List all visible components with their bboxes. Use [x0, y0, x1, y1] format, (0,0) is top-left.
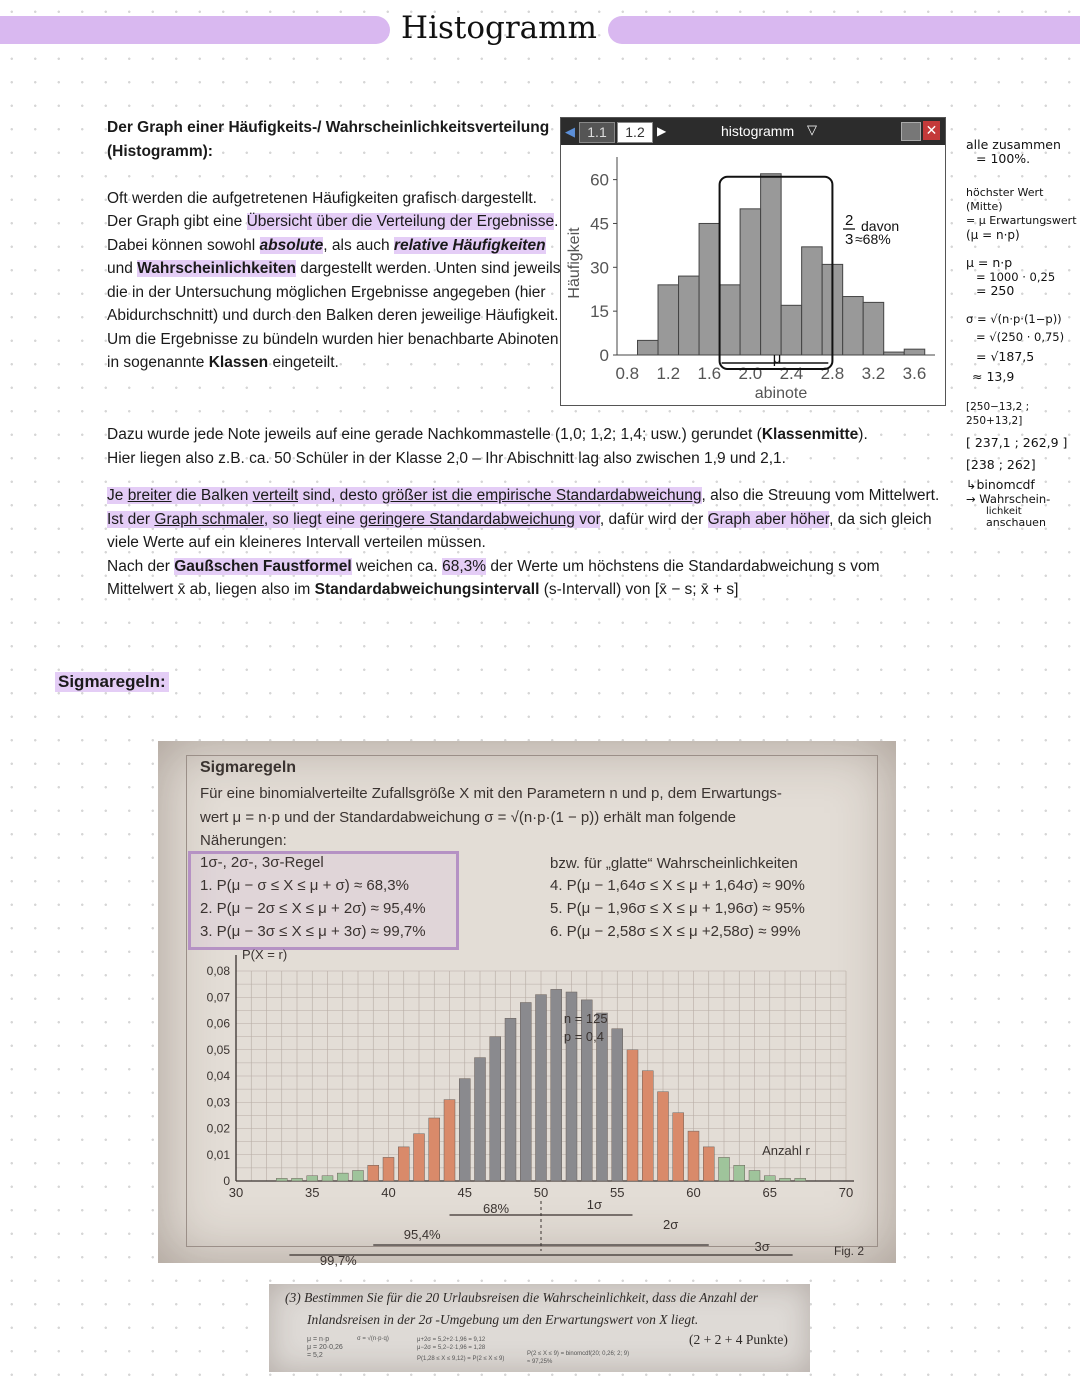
note-line: = √187,5 — [976, 349, 1035, 364]
battery-icon — [901, 122, 921, 141]
binomial-bar — [673, 1113, 684, 1181]
text-span: ). — [858, 426, 868, 443]
photo-line: wert μ = n·p und der Standardabweichung σ = √(n·p·(1 − p)) erhält man folgende — [200, 809, 737, 826]
tab-1-1[interactable]: 1.1 — [579, 122, 615, 143]
note-line: μ = n·p — [966, 255, 1013, 270]
task-handwriting-3 — [527, 1350, 629, 1366]
binomial-bar — [292, 1178, 303, 1181]
page-title: Histogramm — [401, 10, 597, 46]
text-span: eingeteilt. — [268, 354, 339, 371]
binomial-bar — [337, 1173, 348, 1181]
histogram-bar — [904, 349, 925, 355]
handwritten-notes — [966, 138, 1080, 528]
close-icon[interactable]: ✕ — [923, 121, 940, 140]
x-tick-label: 2.8 — [820, 364, 845, 383]
text-span: Oft werden die aufgetretenen Häufigkeiten grafisch dargestellt. Der Graph gibt eine — [107, 189, 537, 230]
x-axis-label: Anzahl r — [762, 1143, 810, 1158]
bold-span: Standardabweichungsintervall — [314, 581, 540, 598]
y-tick-label: 60 — [590, 170, 609, 190]
photo-rule: 1. P(μ − σ ≤ X ≤ μ + σ) ≈ 68,3% — [200, 877, 409, 894]
highlight-span: 68,3% — [442, 557, 487, 575]
binomial-bar — [734, 1165, 745, 1181]
text-span: dargestellt werden. Unten sind jeweils die in der Untersuchung möglichen Ergebnisse angegeben (hier Abidurchschnitt) und durch den Balken deren jeweilige Häufigkeit. — [107, 260, 561, 324]
text-span: (s-Intervall) von [x̄ − s; x̄ + s] — [539, 581, 739, 598]
text-span: die Balken — [171, 487, 253, 504]
annotation-text: davon — [861, 218, 900, 234]
bold-span: Klassen — [208, 354, 269, 371]
klassen-line-2: Hier liegen also z.B. ca. 50 Schüler in der Klasse 2,0 – Ihr Abischnitt lag also zwischen 1,9 und 2,1. — [107, 449, 786, 467]
text-span: Je — [107, 487, 128, 504]
y-tick-label: 0,06 — [206, 1016, 230, 1031]
x-tick-label: 30 — [228, 1185, 244, 1200]
param-label: n = 125 — [563, 1011, 608, 1026]
underline-span: Graph schmaler — [154, 510, 264, 528]
hw-line: μ+2σ = 5,2+2·1,96 = 9,12 — [417, 1337, 486, 1343]
histogram-bar — [740, 209, 761, 355]
photo-rule: 3. P(μ − 3σ ≤ X ≤ μ + 3σ) ≈ 99,7% — [200, 923, 426, 940]
y-tick-label: 0,01 — [206, 1147, 230, 1162]
note-line: = 250 — [976, 283, 1015, 298]
x-tick-label: 35 — [305, 1185, 320, 1200]
streuung-paragraph-1 — [107, 484, 947, 508]
highlight-span: Übersicht über die Verteilung der Ergebnisse — [246, 213, 555, 230]
header-bar-left — [0, 16, 390, 44]
histogram-chart — [561, 145, 945, 405]
binomial-bar — [764, 1176, 775, 1181]
histogram-bar — [679, 276, 700, 355]
x-tick-label: 55 — [610, 1185, 625, 1200]
x-tick-label: 0.8 — [615, 364, 640, 383]
binomial-bar — [749, 1171, 760, 1182]
y-tick-label: 0 — [223, 1174, 230, 1188]
streuung-paragraph-3 — [107, 555, 947, 602]
binomial-bar — [505, 1018, 516, 1181]
hw-line: σ = √(n·p·q) — [357, 1336, 389, 1342]
text-span: . Dabei können sowohl — [107, 213, 559, 254]
figure-label: Fig. 2 — [834, 1244, 865, 1258]
interval-label: 99,7% — [319, 1253, 357, 1268]
binomial-bar — [703, 1147, 714, 1181]
x-tick-label: 3.6 — [902, 364, 927, 383]
binomial-bar — [353, 1171, 364, 1182]
histogram-bar — [884, 352, 905, 355]
binomial-bar — [551, 989, 562, 1181]
note-line: → Wahrschein- — [966, 492, 1051, 506]
streuung-section — [107, 484, 947, 602]
x-tick-label: 45 — [457, 1185, 472, 1200]
klassen-line-1 — [107, 423, 947, 447]
note-line: [250−13,2 ; 250+13,2] — [966, 401, 1030, 427]
calculator-screenshot — [560, 117, 946, 406]
photo-line: Näherungen: — [200, 832, 287, 849]
task-photo — [269, 1284, 810, 1372]
binomial-bar — [383, 1157, 394, 1181]
y-tick-label: 0,04 — [206, 1069, 230, 1083]
photo-rule: 6. P(μ − 2,58σ ≤ X ≤ μ +2,58σ) ≈ 99% — [550, 923, 801, 940]
binomial-bar — [459, 1079, 470, 1181]
y-tick-label: 0 — [599, 346, 609, 365]
hw-line: P(2 ≤ X ≤ 9) = binomcdf(20; 0,26; 2; 9) — [527, 1351, 630, 1357]
annotation-fraction-den: 3 — [845, 231, 854, 248]
hw-line: P(1,28 ≤ X ≤ 9,12) = P(2 ≤ X ≤ 9) — [417, 1356, 505, 1362]
x-tick-label: 1.6 — [697, 364, 722, 383]
binomial-bar — [795, 1178, 806, 1181]
intro-paragraph-1 — [107, 187, 562, 328]
x-tick-label: 2.0 — [738, 364, 763, 383]
binomial-bar — [612, 1029, 623, 1181]
binomial-bar — [322, 1176, 333, 1181]
interval-label: 1σ — [586, 1197, 603, 1212]
task-handwriting — [307, 1336, 343, 1360]
x-tick-label: 65 — [762, 1185, 777, 1200]
note-line: (μ = n·p) — [966, 228, 1020, 242]
hw-line: μ = n·p — [307, 1336, 330, 1343]
underline-span: breiter — [127, 487, 172, 504]
interval-label: 2σ — [663, 1217, 679, 1232]
histogram-bar — [638, 340, 659, 355]
y-tick-label: 30 — [590, 258, 609, 278]
bold-span: Klassenmitte — [761, 426, 859, 443]
y-tick-label: 0,03 — [206, 1095, 230, 1110]
underline-span: größer ist die empirische Standardabweichung — [381, 487, 702, 504]
x-tick-label: 50 — [533, 1185, 549, 1200]
text-span: Dazu wurde jede Note jeweils auf eine gerade Nachkommastelle (1,0; 1,2; 1,4; usw.) gerundet ( — [107, 426, 762, 443]
binomial-bar — [490, 1037, 501, 1181]
photo-box-title: 1σ-, 2σ-, 3σ-Regel — [200, 854, 324, 871]
note-line: [ 237,1 ; 262,9 ] — [966, 435, 1068, 450]
binomial-bar — [658, 1092, 669, 1181]
photo-rule: 5. P(μ − 1,96σ ≤ X ≤ μ + 1,96σ) ≈ 95% — [550, 900, 805, 917]
histogram-bar — [720, 285, 741, 355]
intro-paragraph-2 — [107, 328, 562, 375]
binomial-bar — [429, 1118, 440, 1181]
binomial-bar — [475, 1058, 486, 1181]
x-tick-label: 3.2 — [861, 364, 886, 383]
y-axis-label: Häufigkeit — [566, 227, 583, 299]
note-line: ↳binomcdf — [966, 477, 1035, 492]
photo-line: Für eine binomialverteilte Zufallsgröße X mit den Parametern n und p, dem Erwartungs- — [200, 785, 782, 802]
text-span: Ist der — [107, 510, 155, 528]
text-span: , also die Streuung vom Mittelwert. — [701, 487, 940, 504]
y-tick-label: 0,05 — [206, 1042, 230, 1057]
binomial-chart — [158, 941, 896, 1268]
highlight-span: Gaußschen Faustformel — [174, 557, 352, 575]
hw-line: μ = 20·0,26 — [307, 1344, 343, 1351]
highlight-span: absolute — [259, 236, 324, 254]
text-span: und — [107, 260, 138, 277]
note-line: ≈ 13,9 — [972, 369, 1015, 384]
tab-prev-arrow-icon[interactable]: ◀ — [565, 124, 575, 139]
y-tick-label: 45 — [590, 214, 609, 234]
histogram-bar — [802, 247, 823, 355]
annotation-text: ≈68% — [855, 231, 891, 247]
text-span: , dafür wird der — [599, 510, 708, 528]
highlight-span: relative Häufigkeiten — [393, 236, 546, 254]
interval-label: 68% — [483, 1201, 510, 1216]
photo-rule: 4. P(μ − 1,64σ ≤ X ≤ μ + 1,64σ) ≈ 90% — [550, 877, 805, 894]
task-handwriting-2 — [417, 1336, 485, 1352]
text-span: , da sich gleich viele Werte auf ein kleineres Intervall verteilen müssen. — [107, 510, 932, 551]
histogram-bar — [781, 305, 802, 355]
text-span: sind, desto — [298, 487, 382, 504]
y-tick-label: 15 — [590, 302, 609, 322]
intro-section — [107, 116, 562, 375]
binomial-bar — [276, 1178, 287, 1181]
note-line: [238 ; 262] — [966, 457, 1036, 472]
x-axis-label: abinote — [754, 385, 808, 402]
note-line: = 100%. — [976, 151, 1031, 166]
note-line: = √(250 · 0,75) — [976, 330, 1065, 344]
binomial-bar — [581, 1000, 592, 1181]
binomial-bar — [414, 1134, 425, 1181]
x-tick-label: 60 — [686, 1185, 701, 1200]
binomial-bar — [688, 1131, 699, 1181]
binomial-bar — [520, 1003, 531, 1182]
note-line: = 1000 · 0,25 — [976, 270, 1056, 284]
note-line: σ = √(n·p·(1−p)) — [966, 312, 1062, 326]
x-tick-label: 2.4 — [779, 364, 804, 383]
histogram-bar — [761, 174, 782, 355]
histogram-bar — [658, 285, 679, 355]
document-title: histogramm — [721, 123, 795, 139]
x-tick-label: 1.2 — [656, 364, 681, 383]
task-line: (3) Bestimmen Sie für die 20 Urlaubsreisen die Wahrscheinlichkeit, dass die Anzahl der — [285, 1290, 759, 1305]
interval-label: 95,4% — [403, 1227, 441, 1242]
photo-right-title: bzw. für „glatte“ Wahrscheinlichkeiten — [550, 855, 798, 872]
header-bar-right — [608, 16, 1080, 44]
note-line: = μ Erwartungswert — [966, 214, 1077, 227]
calculator-toolbar — [561, 118, 945, 145]
y-tick-label: 0,07 — [206, 990, 230, 1005]
binomial-bar — [719, 1157, 730, 1181]
text-span: , als auch — [323, 236, 394, 254]
underline-span: verteilt — [252, 487, 299, 504]
histogram-bar — [863, 302, 884, 355]
annotation-fraction-num: 2 — [845, 212, 854, 229]
interval-label: 3σ — [754, 1239, 770, 1254]
hw-line: = 5,2 — [307, 1352, 323, 1359]
hw-line: μ−2σ = 5,2−2·1,96 = 1,28 — [417, 1345, 486, 1351]
klassen-section — [107, 423, 947, 470]
text-span: der Werte um höchstens die Standardabweichung s vom Mittelwert x̄ ab, liegen also im — [107, 557, 880, 598]
histogram-bar — [843, 297, 864, 355]
binomial-bar — [368, 1165, 379, 1181]
binomial-bar — [780, 1178, 791, 1181]
text-span: Um die Ergebnisse zu bündeln wurden hier benachbarte Abinoten in sogenannte — [107, 330, 559, 371]
hw-line: ≈ 97,25% — [527, 1359, 553, 1365]
binomial-bar — [398, 1147, 409, 1181]
binomial-bar — [642, 1071, 653, 1181]
task-line: Inlandsreisen in der 2σ -Umgebung um den Erwartungswert von X liegt. — [307, 1312, 699, 1327]
sigmaregeln-heading: Sigmaregeln: — [55, 672, 169, 692]
underline-span: geringere Standardabweichung — [359, 510, 575, 528]
y-tick-label: 0,02 — [206, 1121, 230, 1136]
text-span: Nach der — [107, 557, 175, 575]
binomial-bar — [444, 1100, 455, 1181]
tab-next-arrow-icon[interactable]: ▶ — [657, 124, 667, 138]
highlight-span: Graph aber höher — [707, 510, 830, 528]
note-line: alle zusammen — [966, 137, 1061, 152]
highlight-span: Wahrscheinlichkeiten — [137, 260, 296, 277]
binomial-bar — [536, 995, 547, 1181]
intro-heading: Der Graph einer Häufigkeits-/ Wahrscheinlichkeitsverteilung (Histogramm): — [107, 119, 550, 160]
textbook-photo — [158, 741, 896, 1268]
photo-heading: Sigmaregeln — [200, 759, 297, 776]
text-span: vor — [574, 510, 600, 528]
param-label: p = 0,4 — [563, 1029, 604, 1044]
histogram-bar — [699, 223, 720, 355]
note-line: lichkeit — [986, 506, 1022, 517]
x-tick-label: 40 — [381, 1185, 396, 1200]
text-span: , so liegt eine — [263, 510, 360, 528]
note-line: anschauen — [986, 516, 1046, 529]
x-tick-label: 70 — [838, 1185, 854, 1200]
binomial-bar — [307, 1176, 318, 1181]
note-line: höchster Wert (Mitte) — [966, 186, 1044, 213]
text-span: weichen ca. — [351, 557, 443, 575]
y-tick-label: 0,08 — [206, 964, 230, 978]
mu-annotation: μ — [772, 350, 782, 367]
streuung-paragraph-2 — [107, 508, 947, 555]
chevron-down-icon[interactable]: ▽ — [807, 122, 817, 137]
tab-1-2[interactable]: 1.2 — [617, 122, 653, 143]
photo-rule: 2. P(μ − 2σ ≤ X ≤ μ + 2σ) ≈ 95,4% — [200, 900, 426, 917]
task-points: (2 + 2 + 4 Punkte) — [689, 1332, 788, 1347]
y-axis-label: P(X = r) — [242, 947, 288, 962]
binomial-bar — [627, 1050, 638, 1181]
